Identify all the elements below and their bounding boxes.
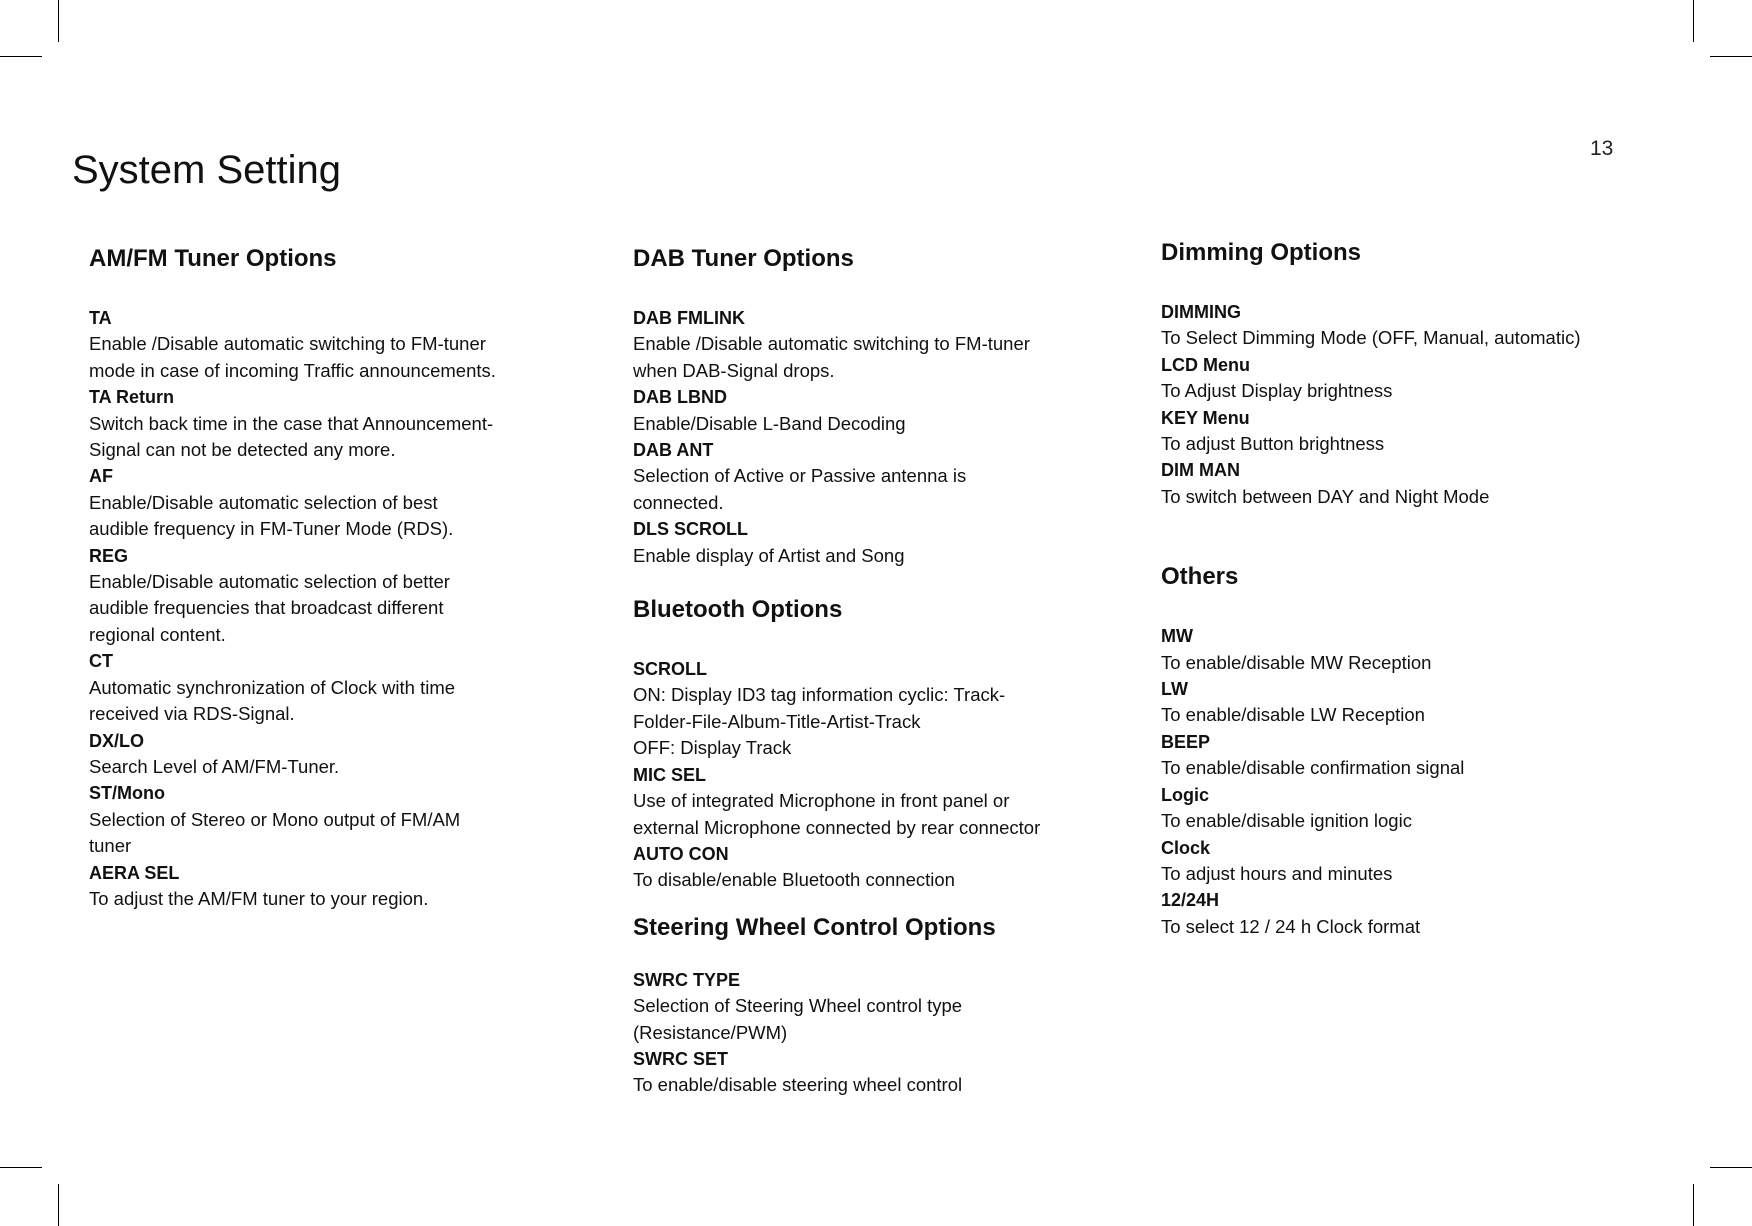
option-description: Enable display of Artist and Song [633, 544, 905, 566]
option-term: LW [1161, 679, 1188, 700]
option-description: Switch back time in the case that Announcement- Signal can not be detected any more. [89, 412, 494, 461]
option-entry [1161, 676, 1721, 729]
option-list [1161, 623, 1721, 940]
option-description: Selection of Active or Passive antenna is connected. [633, 465, 967, 513]
option-entry [633, 384, 1123, 437]
option-description: To Adjust Display brightness [1161, 380, 1393, 402]
option-entry [633, 1046, 1123, 1099]
option-description: Enable/Disable automatic selection of better audible frequencies that broadcast different regional content. [89, 571, 450, 645]
option-entry [633, 967, 1123, 1046]
option-term: SWRC SET [633, 1048, 729, 1069]
option-entry [89, 305, 559, 384]
option-entry [1161, 887, 1721, 940]
option-description: To adjust hours and minutes [1161, 862, 1393, 884]
option-description: Search Level of AM/FM-Tuner. [89, 755, 340, 777]
section-title: Others [1161, 563, 1239, 591]
option-term: REG [89, 545, 129, 566]
option-entry [89, 543, 559, 649]
option-term: SWRC TYPE [633, 969, 741, 990]
option-description: ON: Display ID3 tag information cyclic: Track- Folder-File-Album-Title-Artist-Track OFF: Display Track [633, 684, 1006, 759]
option-description: Selection of Steering Wheel control type (Resistance/PWM) [633, 995, 963, 1043]
option-term: DAB ANT [633, 440, 714, 461]
option-entry [1161, 782, 1721, 835]
section-title: Steering Wheel Control Options [633, 913, 996, 941]
option-list [89, 305, 559, 912]
crop-mark [58, 0, 59, 42]
option-term: TA Return [89, 387, 174, 408]
section-steering-wheel-control [633, 913, 1123, 1099]
option-term: DAB FMLINK [633, 308, 745, 328]
column-dab-bluetooth-swrc [633, 244, 1123, 1099]
option-description: To select 12 / 24 h Clock format [1161, 915, 1421, 937]
crop-mark [1693, 0, 1694, 42]
option-term: Clock [1161, 837, 1211, 858]
option-term: Logic [1161, 784, 1209, 805]
option-description: Enable/Disable L-Band Decoding [633, 412, 906, 434]
option-term: AUTO CON [633, 843, 729, 864]
option-entry [89, 463, 559, 542]
section-title: AM/FM Tuner Options [89, 245, 337, 272]
option-description: To enable/disable LW Reception [1161, 704, 1425, 726]
option-description: To adjust the AM/FM tuner to your region. [89, 887, 429, 909]
option-description: To enable/disable MW Reception [1161, 651, 1432, 673]
option-description: To adjust Button brightness [1161, 433, 1385, 455]
option-description: To enable/disable steering wheel control [633, 1074, 963, 1096]
option-list [633, 305, 1123, 569]
option-entry [89, 860, 559, 913]
option-term: CT [89, 651, 113, 672]
option-entry [633, 437, 1123, 516]
section-title: Dimming Options [1161, 239, 1361, 266]
option-description: Enable /Disable automatic switching to FM-tuner when DAB-Signal drops. [633, 333, 1030, 381]
option-entry [89, 728, 559, 781]
option-term: DIMMING [1161, 302, 1241, 322]
option-term: AERA SEL [89, 862, 180, 883]
option-description: To enable/disable ignition logic [1161, 810, 1412, 832]
section-title: DAB Tuner Options [633, 245, 854, 272]
crop-mark [58, 1184, 59, 1226]
option-term: 12/24H [1161, 890, 1220, 911]
option-description: To enable/disable confirmation signal [1161, 757, 1465, 779]
option-entry [633, 841, 1123, 894]
option-list [633, 656, 1123, 894]
option-description: Automatic synchronization of Clock with time received via RDS-Signal. [89, 676, 456, 725]
option-entry [1161, 299, 1721, 352]
option-entry [89, 384, 559, 463]
option-list [633, 967, 1123, 1099]
option-term: DAB LBND [633, 387, 727, 408]
option-description: To Select Dimming Mode (OFF, Manual, automatic) [1161, 327, 1581, 349]
page-title: System Setting [72, 148, 342, 192]
option-list [1161, 299, 1721, 510]
option-term: SCROLL [633, 659, 707, 680]
option-entry [633, 305, 1123, 384]
option-entry [1161, 835, 1721, 888]
option-entry [1161, 457, 1721, 510]
section-others [1161, 562, 1721, 940]
crop-mark [1710, 56, 1752, 57]
option-description: Enable /Disable automatic switching to FM-tuner mode in case of incoming Traffic announcements. [89, 333, 496, 381]
option-entry [1161, 729, 1721, 782]
option-description: To switch between DAY and Night Mode [1161, 485, 1490, 507]
option-term: TA [89, 308, 112, 328]
option-term: MW [1161, 626, 1193, 647]
option-term: DIM MAN [1161, 460, 1240, 481]
option-entry [1161, 623, 1721, 676]
option-term: KEY Menu [1161, 407, 1250, 428]
section-dab-tuner [633, 244, 1123, 569]
option-entry [89, 780, 559, 859]
option-entry [89, 648, 559, 727]
column-am-fm [89, 244, 559, 912]
option-description: Selection of Stereo or Mono output of FM/AM tuner [89, 808, 461, 857]
crop-mark [0, 56, 42, 57]
option-term: DLS SCROLL [633, 519, 748, 540]
option-entry [1161, 352, 1721, 405]
crop-mark [1693, 1184, 1694, 1226]
crop-mark [0, 1167, 42, 1168]
section-dimming [1161, 238, 1721, 510]
option-term: BEEP [1161, 731, 1211, 752]
option-entry [633, 516, 1123, 569]
option-term: MIC SEL [633, 764, 707, 785]
column-dimming-others [1161, 238, 1721, 940]
option-entry [1161, 405, 1721, 458]
section-bluetooth [633, 595, 1123, 894]
option-description: Enable/Disable automatic selection of best audible frequency in FM-Tuner Mode (RDS). [89, 491, 454, 540]
page-number: 13 [1590, 137, 1614, 160]
crop-mark [1710, 1167, 1752, 1168]
section-title: Bluetooth Options [633, 596, 843, 624]
option-description: Use of integrated Microphone in front panel or external Microphone connected by rear connector [633, 790, 1041, 838]
option-term: LCD Menu [1161, 354, 1250, 375]
option-term: DX/LO [89, 730, 145, 751]
option-entry [633, 762, 1123, 841]
option-term: AF [89, 466, 113, 487]
option-term: ST/Mono [89, 783, 165, 804]
section-am-fm-tuner [89, 244, 559, 912]
option-description: To disable/enable Bluetooth connection [633, 869, 955, 891]
option-entry [633, 656, 1123, 762]
